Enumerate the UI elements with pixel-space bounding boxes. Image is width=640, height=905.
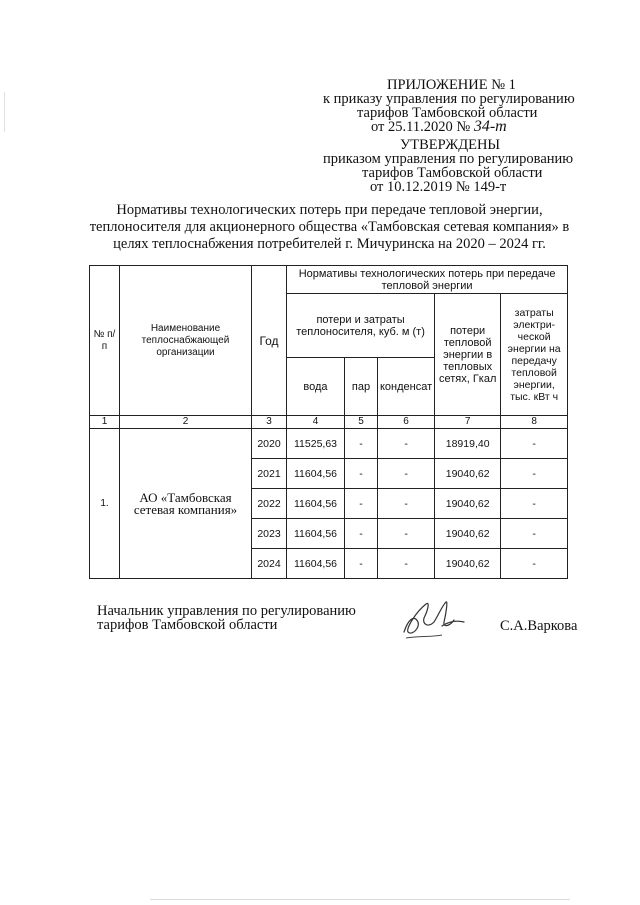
cell-heat: 19040,62: [435, 459, 501, 489]
cell-year: 2023: [252, 519, 287, 549]
cell-year: 2020: [252, 429, 287, 459]
cell-water: 11604,56: [287, 549, 345, 579]
header-norms-group: Нормативы технологических потерь при передаче тепловой энергии: [287, 266, 568, 294]
cell-water: 11604,56: [287, 459, 345, 489]
cell-year: 2024: [252, 549, 287, 579]
cell-year: 2021: [252, 459, 287, 489]
cell-water: 11604,56: [287, 489, 345, 519]
colnum-6: 6: [378, 416, 435, 429]
cell-steam: -: [345, 459, 378, 489]
signatory-position: [97, 604, 356, 632]
handwritten-signature-icon: [398, 592, 478, 644]
cell-electric: -: [501, 519, 568, 549]
cell-heat: 19040,62: [435, 489, 501, 519]
header-condensate: конденсат: [378, 358, 435, 416]
cell-heat: 19040,62: [435, 519, 501, 549]
cell-condensate: -: [378, 489, 435, 519]
organization-name: АО «Тамбовская сетевая компания»: [120, 429, 252, 579]
colnum-7: 7: [435, 416, 501, 429]
cell-water: 11525,63: [287, 429, 345, 459]
cell-electric: -: [501, 459, 568, 489]
cell-electric: -: [501, 549, 568, 579]
cell-water: 11604,56: [287, 519, 345, 549]
cell-heat: 19040,62: [435, 549, 501, 579]
norms-table: [89, 265, 568, 579]
cell-steam: -: [345, 429, 378, 459]
appendix-line2: к приказу управления по регулированию: [323, 91, 575, 107]
header-electric: затраты электри-ческой энергии на передачу тепловой энергии, тыс. кВт ч: [501, 294, 568, 416]
scan-edge-line: [150, 899, 570, 900]
signatory-name: С.А.Варкова: [500, 618, 578, 634]
table-row: [90, 429, 568, 459]
approved-line4: от 10.12.2019 № 149-т: [370, 179, 507, 195]
header-water: вода: [287, 358, 345, 416]
cell-electric: -: [501, 489, 568, 519]
header-carrier-group: потери и затраты теплоносителя, куб. м (т): [287, 294, 435, 358]
column-numbers-row: [90, 416, 568, 429]
colnum-1: 1: [90, 416, 120, 429]
signatory-position-line1: Начальник управления по регулированию: [97, 603, 356, 619]
cell-condensate: -: [378, 459, 435, 489]
row-number: 1.: [90, 429, 120, 579]
cell-steam: -: [345, 489, 378, 519]
colnum-2: 2: [120, 416, 252, 429]
colnum-5: 5: [345, 416, 378, 429]
appendix-title: ПРИЛОЖЕНИЕ № 1: [387, 77, 516, 93]
colnum-3: 3: [252, 416, 287, 429]
appendix-line3: тарифов Тамбовской области: [357, 105, 538, 121]
cell-electric: -: [501, 429, 568, 459]
title-line-2: теплоносителя для акционерного общества «Тамбовская сетевая компания» в: [89, 219, 570, 235]
appendix-date: от 25.11.2020 №: [371, 119, 471, 135]
appendix-block: [323, 77, 575, 135]
scan-margin-mark: [4, 92, 5, 132]
cell-condensate: -: [378, 549, 435, 579]
approved-title: УТВЕРЖДЕНЫ: [400, 137, 501, 153]
approved-line3: тарифов Тамбовской области: [362, 165, 543, 181]
appendix-number-handwritten: 34-т: [473, 118, 507, 135]
title-line-3: целях теплоснабжения потребителей г. Мичуринска на 2020 – 2024 гг.: [113, 236, 546, 252]
cell-year: 2022: [252, 489, 287, 519]
header-num: № п/п: [90, 266, 120, 416]
signatory-position-line2: тарифов Тамбовской области: [97, 617, 278, 633]
colnum-4: 4: [287, 416, 345, 429]
cell-steam: -: [345, 519, 378, 549]
approved-block: [318, 138, 573, 194]
cell-condensate: -: [378, 519, 435, 549]
header-steam: пар: [345, 358, 378, 416]
cell-condensate: -: [378, 429, 435, 459]
header-heat-loss: потери тепловой энергии в тепловых сетях, Гкал: [435, 294, 501, 416]
approved-line2: приказом управления по регулированию: [323, 151, 574, 167]
cell-steam: -: [345, 549, 378, 579]
document-title: [82, 202, 577, 253]
cell-heat: 18919,40: [435, 429, 501, 459]
header-org: Наименование теплоснабжающей организации: [120, 266, 252, 416]
colnum-8: 8: [501, 416, 568, 429]
title-line-1: Нормативы технологических потерь при передаче тепловой энергии,: [116, 202, 543, 218]
header-row-1: [90, 266, 568, 294]
header-year: Год: [252, 266, 287, 416]
